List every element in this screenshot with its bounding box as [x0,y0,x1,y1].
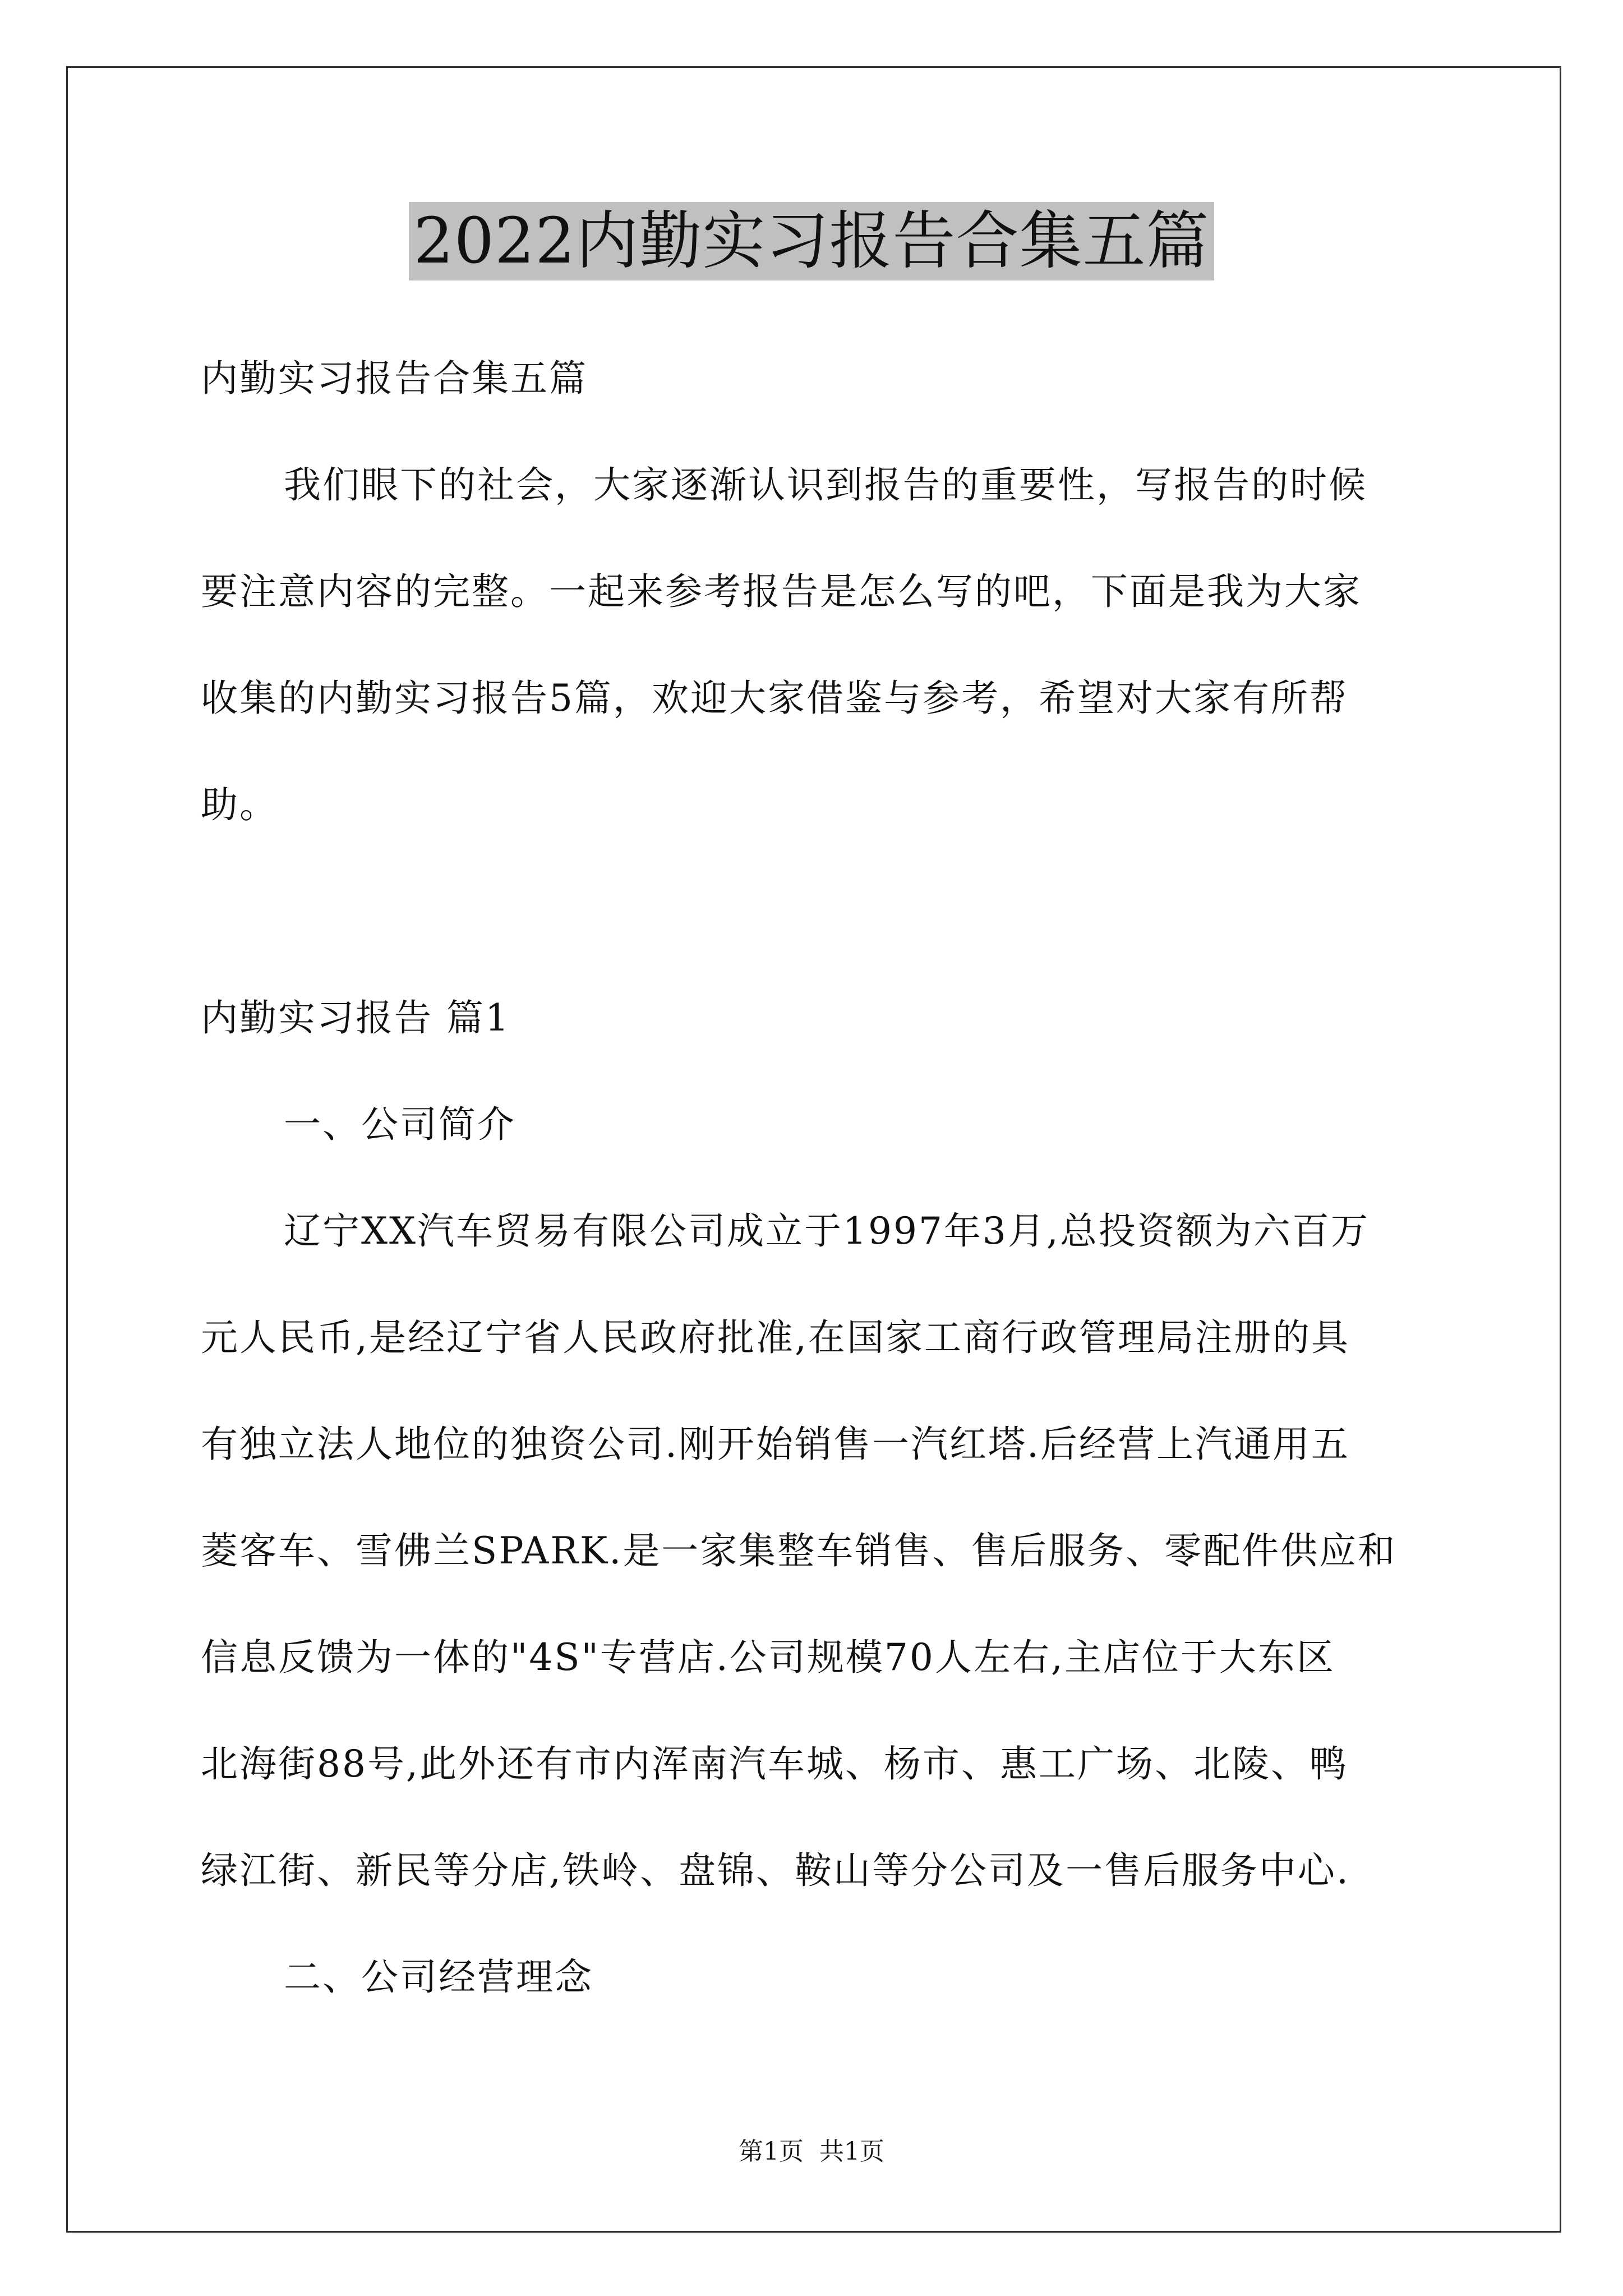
part1-line-2: 元人民币,是经辽宁省人民政府批准,在国家工商行政管理局注册的具 [201,1316,1350,1359]
page-footer [0,2135,1623,2169]
part1-line-7: 绿江街、新民等分店,铁岭、盘锦、鞍山等分公司及一售后服务中心. [201,1849,1350,1892]
part1-line-6: 北海街88号,此外还有市内浑南汽车城、杨市、惠工广场、北陵、鸭 [201,1742,1348,1786]
intro-line-1: 我们眼下的社会，大家逐渐认识到报告的重要性，写报告的时候 [284,463,1367,507]
section-heading: 内勤实习报告 篇1 [201,996,510,1039]
part1-line-1: 辽宁XX汽车贸易有限公司成立于1997年3月,总投资额为六百万 [284,1209,1370,1253]
intro-line-3: 收集的内勤实习报告5篇，欢迎大家借鉴与参考，希望对大家有所帮 [201,677,1348,720]
document-subtitle: 内勤实习报告合集五篇 [201,357,588,400]
page-number: 第1页 [739,2137,804,2166]
title-container [0,202,1623,280]
page-total: 共1页 [819,2137,884,2166]
part1-line-4: 菱客车、雪佛兰SPARK.是一家集整车销售、售后服务、零配件供应和 [201,1529,1397,1572]
part1-line-3: 有独立法人地位的独资公司.刚开始销售一汽红塔.后经营上汽通用五 [201,1423,1350,1466]
document-title: 2022内勤实习报告合集五篇 [409,202,1214,280]
part1-heading: 一、公司简介 [284,1103,516,1146]
part1-line-5: 信息反馈为一体的"4S"专营店.公司规模70人左右,主店位于大东区 [201,1636,1335,1679]
intro-line-2: 要注意内容的完整。一起来参考报告是怎么写的吧，下面是我为大家 [201,570,1362,613]
part2-heading: 二、公司经营理念 [284,1955,593,1999]
intro-line-4: 助。 [201,783,278,826]
